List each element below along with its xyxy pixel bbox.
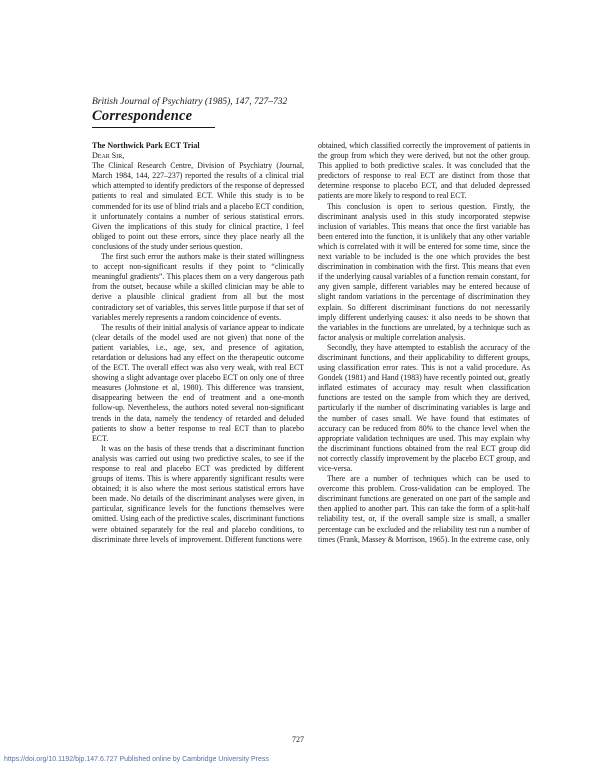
journal-reference: British Journal of Psychiatry (1985), 147, 727–732	[92, 97, 288, 107]
paragraph: This conclusion is open to serious question. Firstly, the discriminant analysis used in this study incorporated stepwise inclusion of variables. This means that once the first variable has been entered into the function, it is unlikely that any other variable which is correlated with it will be entered for some time, since the next variable to be included is the one which provides the best discrimination in combination with the first. This means that even if the underlying causal variables of a function remain constant, for any given sample, different variables may be entered because of slight random variations in the percentage of discrimination they explain. So different discriminant functions do not necessarily imply different underlying causes: it also needs to be shown that the variables in the functions are unrelated, by a technique such as factor analysis or multiple correlation analysis.	[318, 201, 530, 342]
article-title: The Northwick Park ECT Trial	[92, 141, 200, 150]
section-title: Correspondence	[92, 108, 193, 124]
paragraph: obtained, which classified correctly the improvement of patients in the group from which they were derived, but not the other group. This applied to both predictive scales. It was concluded that the predictors of response to real ECT are distinct from those that determine response to placebo ECT, and that deluded depressed patients are more likely to respond to real ECT.	[318, 141, 530, 201]
paragraph: It was on the basis of these trends that a discriminant function analysis was carried out using two predictive scales, to see if the response to real and placebo ECT was predicted by different groups of items. This is where apparently significant results were obtained; it is also where the most serious statistical errors have been made. No details of the discriminant analyses were given, in particular, significance levels for the functions themselves were omitted. Using each of the predictive scales, discriminant functions were obtained separately for the real and placebo conditions, to discriminate three levels of improvement. Different functions were	[92, 443, 304, 544]
doi-link[interactable]: https://doi.org/10.1192/bjp.147.6.727	[4, 756, 118, 763]
footer	[4, 756, 269, 763]
paragraph: The Clinical Research Centre, Division of Psychiatry (Journal, March 1984, 144, 227–237) reported the results of a clinical trial which attempted to identify predictors of the response of depressed patients to real and simulated ECT. While this study is to be commended for its use of blind trials and a placebo ECT condition, it unfortunately contains a number of serious statistical errors. Given the implications of this study for clinical practice, I feel obliged to point out these errors, since they place nearly all the conclusions of the study under serious question.	[92, 161, 304, 251]
paragraph: Secondly, they have attempted to establish the accuracy of the discriminant functions, and their applicability to different groups, using classification error rates. This is not a valid procedure. As Gondek (1981) and Hand (1983) have recently pointed out, greatly inflated estimates of accuracy may result when classification functions are tested on the sample from which they are derived, particularly if the number of discriminating variables is large and the number of cases small. We have found that estimates of accuracy can be reduced from 80% to the chance level when the appropriate validation techniques are used. This may explain why the discriminant functions obtained from the real ECT group did not correctly classify improvement by the placebo ECT group, and vice-versa.	[318, 342, 530, 473]
page-number: 727	[292, 735, 304, 744]
paragraph: The results of their initial analysis of variance appear to indicate (clear details of the model used are not given) that none of the patient variables, i.e., age, sex, and presence of agitation, retardation or delusions had any effect on the therapeutic outcome of the ECT. The overall effect was also very weak, with real ECT showing a slight advantage over placebo ECT on only one of three measures (Johnstone et al, 1980). This difference was transient, disappearing between the end of treatment and a one-month follow-up. Nevertheless, the authors noted several non-significant trends in the data, namely the tendency of retarded and deluded patients to show a better response to real ECT than to placebo ECT.	[92, 322, 304, 443]
paragraph: There are a number of techniques which can be used to overcome this problem. Cross-validation can be employed. The discriminant functions are generated on one part of the sample and then applied to another part. This can take the form of a split-half reliability test, or, if the overall sample size is small, a smaller percentage can be excluded and the reliability test run a number of times (Frank, Massey & Morrison, 1965). In the extreme case, only	[318, 474, 530, 544]
left-column	[92, 141, 304, 545]
right-column	[318, 141, 530, 545]
title-rule	[92, 127, 215, 128]
footer-text: Published online by Cambridge University Press	[117, 756, 269, 763]
salutation: Dear Sir,	[92, 151, 125, 161]
paragraph: The first such error the authors make is their stated willingness to accept non-significant results if they point to “clinically meaningful gradients”. This places them on a very dangerous path from the outset, because while a skilled clinician may be able to derive a plausible clinical gradient from all but the most contradictory set of variables, this serves little purpose if that set of variables merely represents a random coincidence of events.	[92, 252, 304, 322]
